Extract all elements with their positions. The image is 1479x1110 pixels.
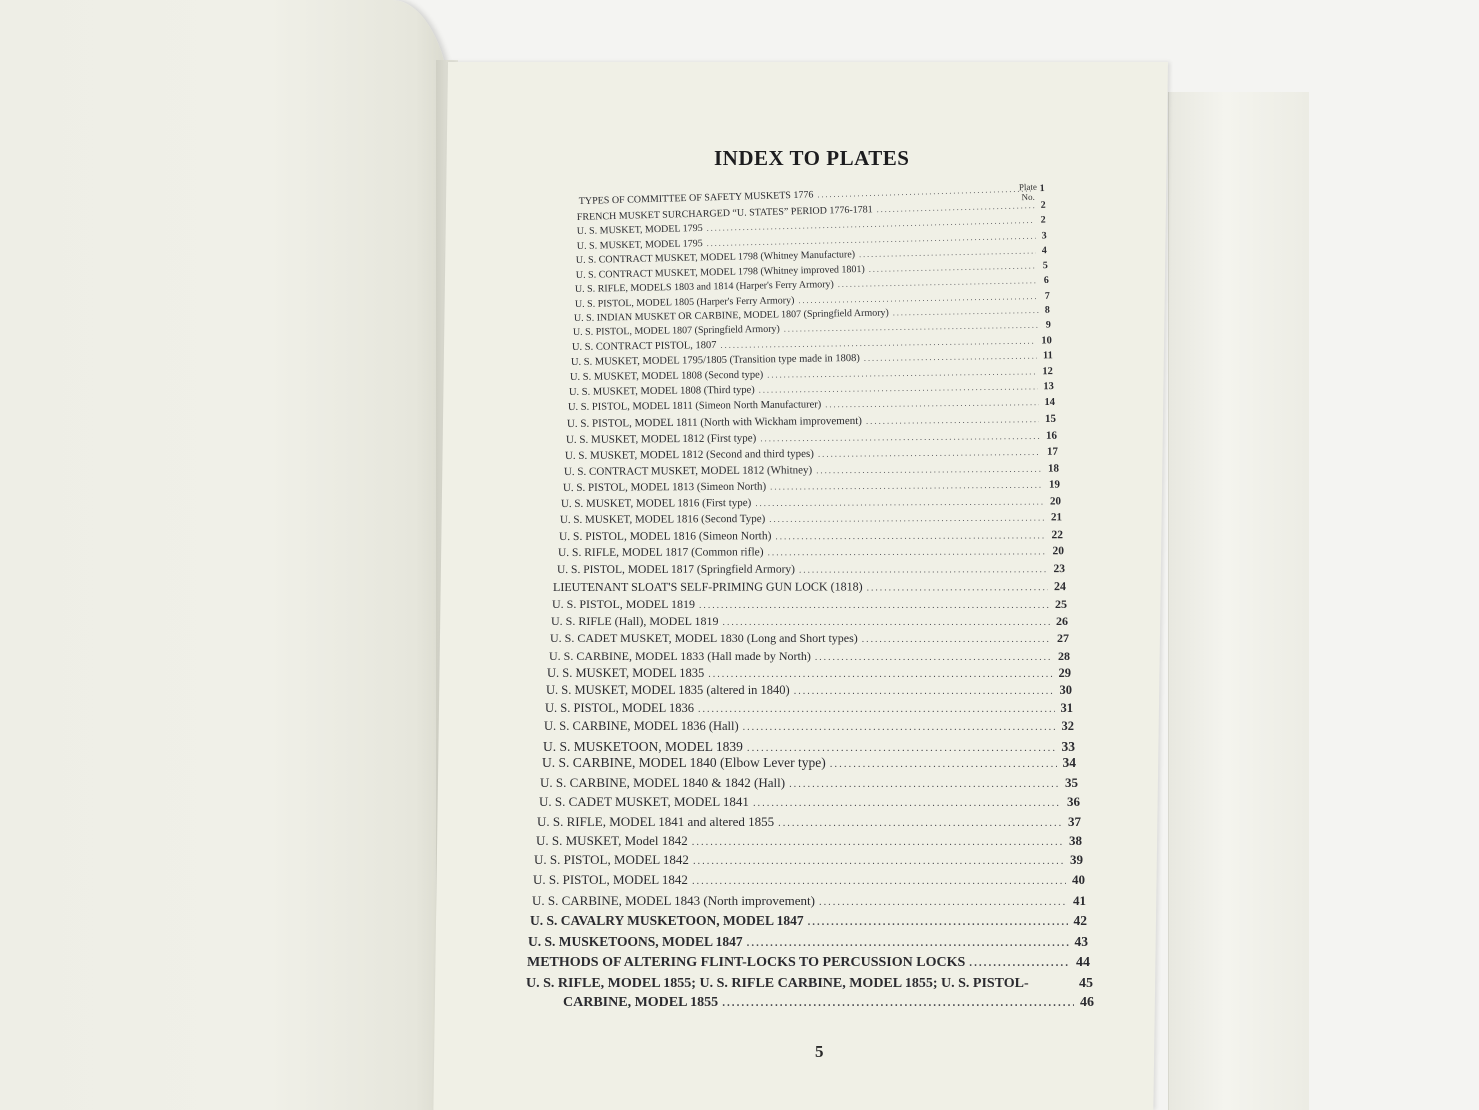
plate-number: 26 [1056, 614, 1068, 628]
entry-label: U. S. PISTOL, MODEL 1805 (Harper's Ferry Armory) [574, 295, 795, 310]
leader-dots [753, 798, 1061, 809]
index-entry [551, 614, 1068, 629]
index-entry [536, 833, 1082, 849]
entry-label: U. S. INDIAN MUSKET OR CARBINE, MODEL 1807 (Springfield Armory) [573, 307, 889, 324]
plate-number: 27 [1057, 631, 1069, 645]
plate-number: 12 [1042, 366, 1053, 378]
entry-label: U. S. MUSKETOONS, MODEL 1847 [528, 934, 743, 949]
entry-label: TYPES OF COMMITTEE OF SAFETY MUSKETS 1776 [578, 189, 814, 207]
entry-label: U. S. CONTRACT MUSKET, MODEL 1812 (Whitney) [563, 464, 813, 478]
leader-dots [866, 414, 1039, 426]
entry-label: U. S. PISTOL, MODEL 1811 (Simeon North Manufacturer) [567, 399, 822, 413]
entry-label: U. S. RIFLE, MODEL 1855; U. S. RIFLE CARBINE, MODEL 1855; U. S. PISTOL- [526, 976, 1029, 991]
plate-number: 9 [1045, 319, 1051, 331]
leader-dots [775, 530, 1045, 541]
index-entry [532, 893, 1086, 909]
index-entry [543, 739, 1075, 755]
leader-dots [699, 600, 1049, 611]
leader-dots [770, 480, 1043, 492]
entry-label: U. S. PISTOL, MODEL 1836 [545, 701, 694, 715]
plate-number: 22 [1051, 529, 1063, 542]
plate-number: 44 [1076, 955, 1090, 970]
index-entry [537, 814, 1081, 830]
plate-number: 7 [1044, 290, 1050, 302]
index-entry [533, 872, 1085, 888]
entry-label: U. S. RIFLE, MODELS 1803 and 1814 (Harper's Ferry Armory) [574, 279, 834, 295]
plate-number: 43 [1074, 934, 1088, 949]
leader-dots [862, 634, 1051, 645]
entry-label: U. S. MUSKET, MODEL 1816 (First type) [560, 497, 752, 510]
entry-label: U. S. MUSKET, MODEL 1835 (altered in 1840) [546, 683, 790, 697]
index-entry [557, 563, 1065, 576]
leader-dots [808, 916, 1068, 928]
entry-label: U. S. CARBINE, MODEL 1840 & 1842 (Hall) [540, 775, 786, 790]
entry-label: U. S. RIFLE (Hall), MODEL 1819 [551, 614, 719, 628]
plate-header-line1: Plate [1018, 181, 1037, 193]
left-page [0, 0, 452, 1110]
page-stack-edge [1168, 92, 1309, 1110]
plate-header-line2: No. [1021, 191, 1035, 203]
plate-number: 13 [1043, 381, 1054, 393]
plate-number: 41 [1073, 893, 1086, 908]
entry-label: U. S. CONTRACT MUSKET, MODEL 1798 (Whitney Manufacture) [575, 249, 856, 266]
plate-number: 32 [1061, 719, 1074, 733]
index-entry [559, 529, 1063, 543]
plate-number: 19 [1048, 478, 1060, 491]
plate-number: 20 [1049, 495, 1061, 508]
entry-label: U. S. CAVALRY MUSKETOON, MODEL 1847 [530, 913, 804, 928]
leader-dots [760, 431, 1040, 443]
index-entry [527, 955, 1090, 971]
entry-label: U. S. PISTOL, MODEL 1811 (North with Wickham improvement) [566, 414, 862, 430]
entry-label: U. S. PISTOL, MODEL 1807 (Springfield Armory) [572, 323, 780, 338]
plate-number: 11 [1042, 350, 1053, 362]
index-entry [526, 976, 1093, 992]
entry-label: U. S. CADET MUSKET, MODEL 1830 (Long and Short types) [550, 631, 858, 645]
index-entry [544, 719, 1074, 734]
leader-dots [893, 306, 1039, 318]
entry-label: U. S. CARBINE, MODEL 1833 (Hall made by North) [549, 649, 811, 663]
plate-number: 5 [1042, 260, 1048, 272]
entry-label: U. S. MUSKET, MODEL 1816 (Second Type) [559, 512, 766, 526]
plate-number: 2 [1040, 199, 1046, 211]
entry-label: LIEUTENANT SLOAT'S SELF-PRIMING GUN LOCK (1818) [552, 579, 863, 594]
entry-label: U. S. PISTOL, MODEL 1842 [533, 872, 688, 887]
entry-label: METHODS OF ALTERING FLINT-LOCKS TO PERCUSSION LOCKS [527, 955, 966, 970]
leader-dots [722, 997, 1074, 1009]
plate-number: 6 [1043, 274, 1049, 286]
leader-dots [768, 546, 1047, 557]
entry-label: U. S. MUSKET, MODEL 1795 [576, 222, 703, 237]
leader-dots [755, 496, 1044, 508]
entry-label: U. S. MUSKET, MODEL 1795 [576, 238, 703, 252]
entry-label: U. S. MUSKET, MODEL 1812 (First type) [565, 432, 757, 446]
entry-label: U. S. MUSKET, MODEL 1808 (Second type) [569, 369, 764, 383]
leader-dots [692, 837, 1063, 848]
entry-label: U. S. MUSKET, MODEL 1795/1805 (Transition type made in 1808) [570, 352, 860, 368]
plate-number: 4 [1041, 245, 1047, 257]
leader-dots [830, 758, 1057, 770]
leader-dots [769, 512, 1045, 523]
entry-label: U. S. PISTOL, MODEL 1819 [552, 597, 696, 611]
entry-label: U. S. CARBINE, MODEL 1836 (Hall) [544, 719, 739, 733]
plate-number: 23 [1053, 563, 1065, 576]
leader-dots [969, 957, 1070, 969]
plate-number: 29 [1058, 666, 1071, 680]
entry-label: U. S. PISTOL, MODEL 1813 (Simeon North) [562, 480, 767, 494]
index-entry [539, 794, 1080, 810]
leader-dots [815, 652, 1052, 663]
plate-number: 45 [1079, 976, 1093, 991]
leader-dots [799, 564, 1048, 574]
plate-number: 33 [1061, 739, 1075, 754]
leader-dots [708, 669, 1052, 680]
plate-number: 28 [1058, 649, 1070, 663]
index-entry [546, 683, 1072, 698]
plate-number: 36 [1067, 794, 1080, 809]
entry-label: U. S. CONTRACT MUSKET, MODEL 1798 (Whitney improved 1801) [575, 263, 865, 281]
plate-number: 34 [1062, 755, 1076, 770]
leader-dots [864, 351, 1037, 362]
entry-label: U. S. RIFLE, MODEL 1817 (Common rifle) [557, 546, 764, 559]
leader-dots [778, 818, 1062, 829]
leader-dots [767, 367, 1036, 379]
leader-dots [825, 398, 1038, 409]
plate-number: 35 [1065, 775, 1078, 790]
plate-number: 1 [1039, 182, 1045, 195]
plate-number: 16 [1045, 429, 1057, 442]
leader-dots [818, 447, 1041, 459]
plate-number: 20 [1052, 545, 1064, 558]
entry-label: FRENCH MUSKET SURCHARGED “U. STATES” PERIOD 1776-1781 [576, 204, 873, 223]
plate-number: 2 [1040, 214, 1046, 226]
leader-dots [816, 464, 1042, 476]
plate-number: 24 [1053, 579, 1066, 594]
index-entry [540, 775, 1078, 791]
plate-number: 46 [1080, 995, 1094, 1010]
index-entry [558, 545, 1064, 559]
plate-number: 15 [1044, 412, 1056, 425]
plate-number: 38 [1069, 833, 1082, 848]
entry-label: U. S. MUSKET, MODEL 1835 [547, 666, 705, 680]
plate-number: 25 [1055, 597, 1067, 611]
index-entry [550, 631, 1069, 646]
plate-number: 10 [1041, 335, 1052, 347]
leader-dots [794, 686, 1054, 697]
plate-number: 3 [1041, 230, 1047, 242]
entry-label: U. S. CARBINE, MODEL 1843 (North improvement) [532, 893, 815, 908]
plate-number: 39 [1070, 852, 1083, 867]
leader-dots [819, 897, 1067, 908]
page-title: INDEX TO PLATES [714, 146, 910, 170]
index-entry [534, 852, 1083, 868]
leader-dots [789, 779, 1059, 790]
entry-label: U. S. CONTRACT PISTOL, 1807 [571, 339, 717, 353]
entry-label: U. S. MUSKET, MODEL 1812 (Second and third types) [564, 447, 815, 462]
index-entry [528, 934, 1088, 950]
index-entry [549, 649, 1070, 664]
entry-label: U. S. PISTOL, MODEL 1842 [534, 852, 689, 867]
index-entry [547, 666, 1071, 681]
leader-dots [698, 704, 1055, 715]
entry-label: CARBINE, MODEL 1855 [563, 995, 719, 1010]
page-number: 5 [815, 1042, 824, 1061]
entry-label: U. S. CADET MUSKET, MODEL 1841 [539, 794, 749, 809]
index-entry [563, 995, 1094, 1011]
entry-label: U. S. MUSKET, Model 1842 [536, 833, 688, 848]
plate-number: 37 [1068, 814, 1081, 829]
plate-number: 42 [1073, 913, 1087, 928]
index-entry [552, 597, 1067, 612]
entry-label: U. S. CARBINE, MODEL 1840 (Elbow Lever type) [542, 755, 826, 770]
leader-dots [747, 742, 1056, 754]
entry-label: U. S. RIFLE, MODEL 1841 and altered 1855 [537, 814, 775, 829]
plate-number: 17 [1046, 445, 1058, 458]
leader-dots [743, 722, 1056, 733]
leader-dots [747, 937, 1069, 949]
entry-label: U. S. PISTOL, MODEL 1817 (Springfield Armory) [556, 563, 795, 576]
plate-number: 31 [1060, 701, 1073, 715]
leader-dots [867, 582, 1048, 593]
entry-label: U. S. MUSKET, MODEL 1808 (Third type) [568, 384, 755, 398]
entry-label: U. S. PISTOL, MODEL 1816 (Simeon North) [558, 530, 772, 543]
leader-dots [723, 617, 1050, 628]
index-entry [553, 579, 1066, 595]
leader-dots [693, 856, 1064, 867]
plate-number: 8 [1044, 304, 1050, 316]
leader-dots [692, 876, 1066, 887]
index-entry [530, 913, 1087, 929]
index-entry [542, 755, 1076, 771]
entry-label: U. S. MUSKETOON, MODEL 1839 [543, 739, 743, 754]
plate-number: 30 [1059, 683, 1072, 697]
index-entry [545, 701, 1073, 716]
plate-number: 14 [1044, 396, 1055, 409]
plate-number: 40 [1072, 872, 1085, 887]
plate-number: 21 [1050, 511, 1062, 524]
plate-number: 18 [1047, 462, 1059, 475]
